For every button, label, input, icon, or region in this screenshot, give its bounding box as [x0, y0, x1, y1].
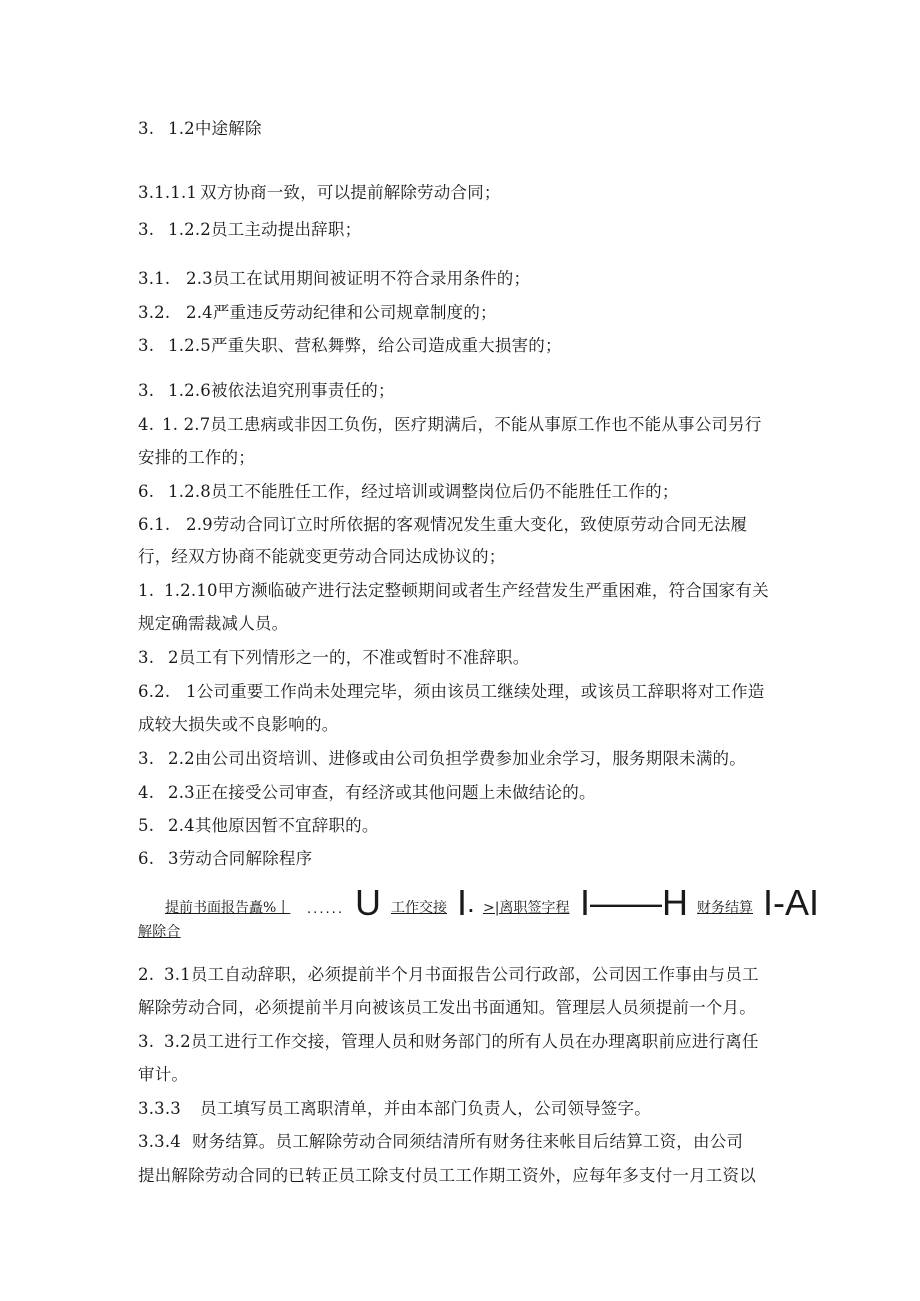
line-16: 6.2. 1公司重要工作尚未处理完毕，须由该员工继续处理，或该员工辞职将对工作造 — [138, 682, 765, 701]
flow-dots: ...... — [307, 900, 345, 917]
line-19: 4. 2.3正在接受公司审查，有经济或其他问题上未做结论的。 — [138, 783, 596, 802]
flow-arrow-i1: I — [457, 882, 468, 923]
line-27: 3.3.4 财务结算。员工解除劳动合同须结清所有财务往来帐目后结算工资，由公司 — [138, 1132, 744, 1151]
line-12: 行，经双方协商不能就变更劳动合同达成协议的； — [138, 547, 506, 566]
line-2: 3.1.1.1 双方协商一致，可以提前解除劳动合同； — [138, 183, 501, 202]
line-17: 成较大损失或不良影响的。 — [138, 715, 339, 734]
line-25: 审计。 — [138, 1065, 189, 1084]
line-10: 6. 1.2.8员工不能胜任工作，经过培训或调整岗位后仍不能胜任工作的； — [138, 482, 679, 501]
line-9: 安排的工作的； — [138, 448, 255, 467]
line-28: 提出解除劳动合同的已转正员工除支付员工工作期工资外，应每年多支付一月工资以 — [138, 1166, 756, 1185]
flow-step-settlement: 财务结算 — [697, 900, 753, 916]
line-3: 3. 1.2.2员工主动提出辞职； — [138, 220, 362, 239]
flow-tail: 解除合 — [138, 924, 181, 940]
flow-arrow-line: I——H — [580, 882, 688, 923]
line-15: 3. 2员工有下列情形之一的，不准或暂时不准辞职。 — [138, 648, 530, 667]
line-7: 3. 1.2.6被依法追究刑事责任的； — [138, 381, 395, 400]
line-4: 3.1. 2.3员工在试用期间被证明不符合录用条件的； — [138, 269, 531, 288]
line-23: 解除劳动合同，必须提前半月向被该员工发出书面通知。管理层人员须提前一个月。 — [138, 998, 756, 1017]
line-1: 3. 1.2中途解除 — [138, 119, 262, 138]
flow-dot: . — [467, 887, 475, 918]
line-21: 6. 3劳动合同解除程序 — [138, 849, 313, 868]
flow-step-signature: >|离职签字程 — [483, 900, 570, 916]
line-14: 规定确需裁减人员。 — [138, 614, 289, 633]
flow-arrow-end: I-AI — [763, 882, 820, 923]
line-6: 3. 1.2.5严重失职、营私舞弊，给公司造成重大损害的； — [138, 336, 562, 355]
line-11: 6.1. 2.9劳动合同订立时所依据的客观情况发生重大变化，致使原劳动合同无法履 — [138, 515, 748, 534]
line-20: 5. 2.4其他原因暂不宜辞职的。 — [138, 816, 379, 835]
line-18: 3. 2.2由公司出资培训、进修或由公司负担学费参加业余学习，服务期限未满的。 — [138, 749, 746, 768]
line-8: 4. 1. 2.7员工患病或非因工负伤，医疗期满后，不能从事原工作也不能从事公司另行 — [138, 415, 762, 434]
line-5: 3.2. 2.4严重违反劳动纪律和公司规章制度的； — [138, 303, 497, 322]
flow-step-report: 提前书面报告矗%丨 — [165, 900, 291, 916]
termination-flowchart — [165, 883, 845, 923]
line-24: 3. 3.2员工进行工作交接，管理人员和财务部门的所有人员在办理离职前应进行离任 — [138, 1032, 759, 1051]
line-22: 2. 3.1员工自动辞职，必须提前半个月书面报告公司行政部，公司因工作事由与员工 — [138, 965, 759, 984]
flow-arrow-u: U — [355, 882, 381, 923]
flow-step-handover: 工作交接 — [391, 900, 447, 916]
line-26: 3.3.3 员工填写员工离职清单，并由本部门负责人，公司领导签字。 — [138, 1099, 651, 1118]
line-13: 1. 1.2.10甲方濒临破产进行法定整顿期间或者生产经营发生严重困难，符合国家有关 — [138, 581, 769, 600]
